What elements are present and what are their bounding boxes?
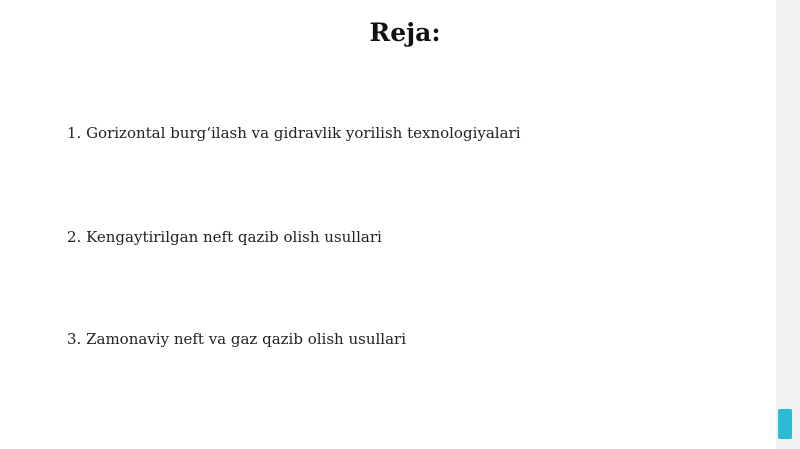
plan-item: 3. Zamonaviy neft va gaz qazib olish usullari bbox=[67, 330, 406, 348]
scrollbar-thumb[interactable] bbox=[778, 409, 792, 439]
plan-item: 1. Gorizontal burg‘ilash va gidravlik yorilish texnologiyalari bbox=[67, 124, 521, 142]
slide-title: Reja: bbox=[369, 18, 441, 47]
plan-item: 2. Kengaytirilgan neft qazib olish usullari bbox=[67, 228, 382, 246]
scrollbar-track[interactable] bbox=[776, 0, 800, 449]
